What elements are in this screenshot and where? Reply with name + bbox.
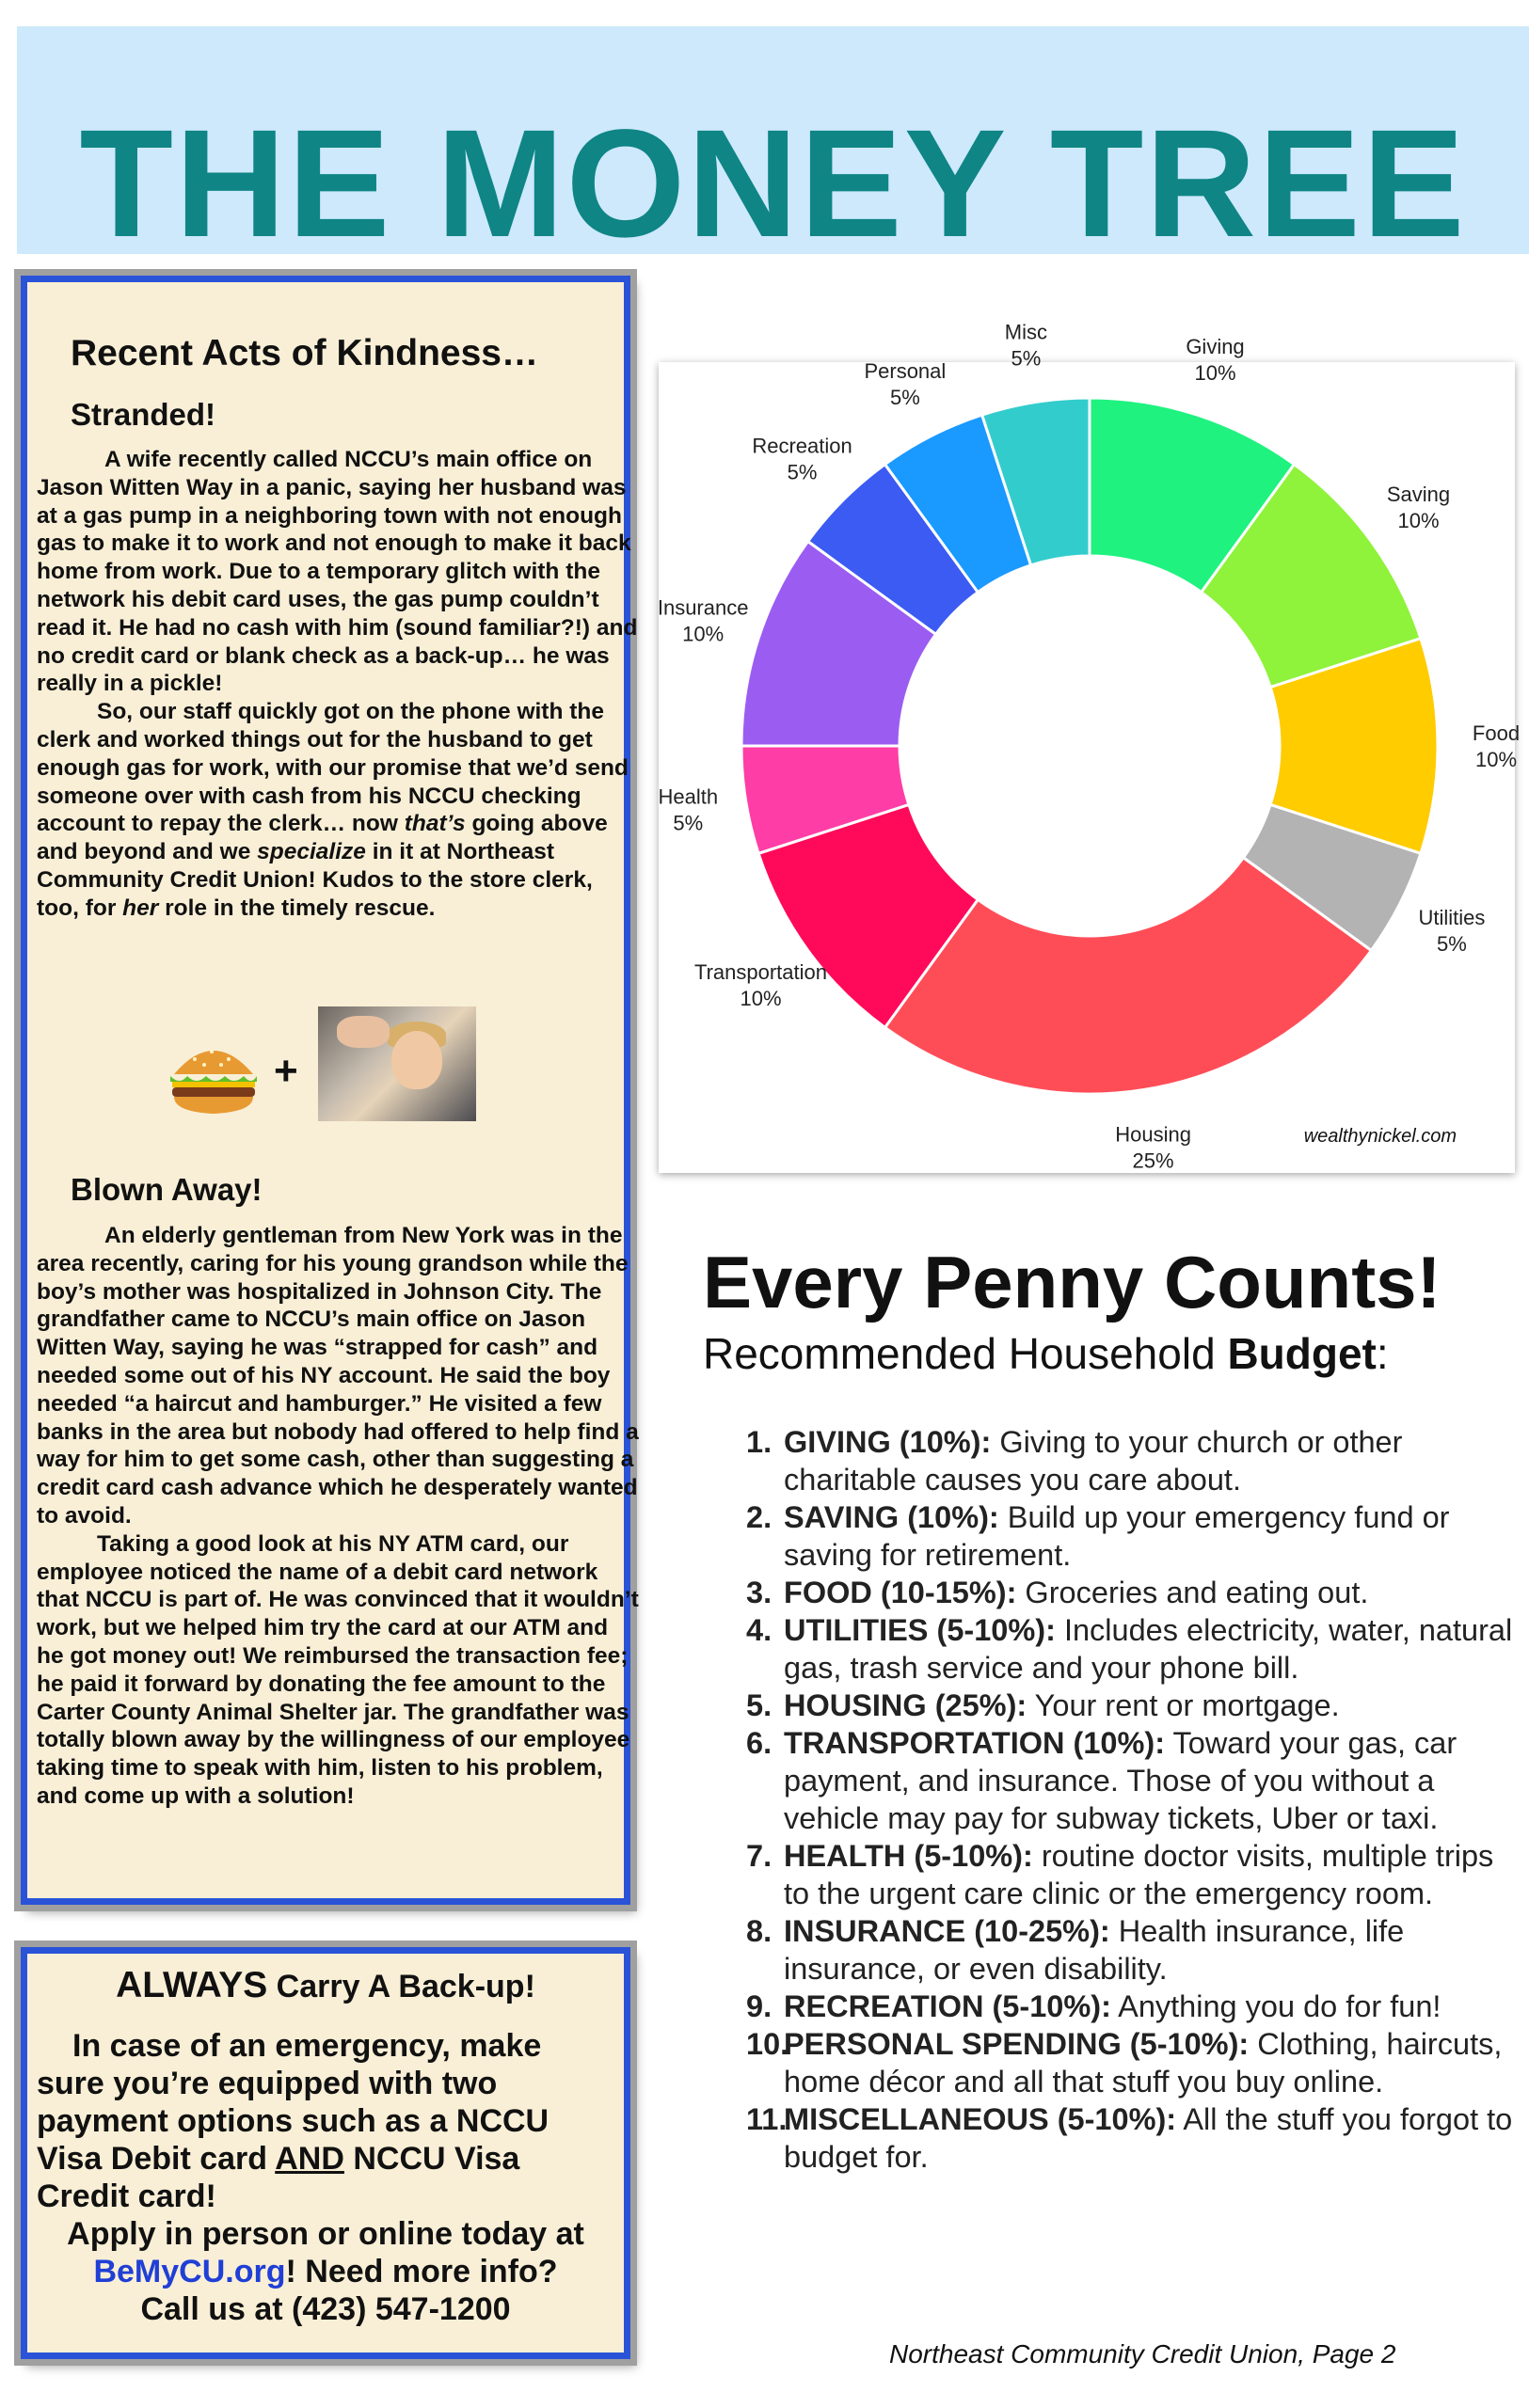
backup-text-b: NCCU Visa Credit card! bbox=[37, 2141, 520, 2214]
title-banner bbox=[17, 26, 1529, 269]
slice-pct-food: 10% bbox=[1474, 748, 1518, 771]
budget-item-number: 11. bbox=[746, 2102, 788, 2136]
slice-pct-housing: 25% bbox=[1132, 1149, 1174, 1173]
apply-text-a: Apply in person or online today at bbox=[67, 2216, 584, 2252]
budget-item bbox=[746, 1837, 1518, 1912]
bemycu-link[interactable]: BeMyCU.org bbox=[93, 2254, 286, 2289]
every-penny-title: Every Penny Counts! bbox=[703, 1241, 1441, 1323]
budget-item-label: UTILITIES (5-10%): bbox=[784, 1613, 1056, 1647]
story1-p2-part-b: going above and beyond and we bbox=[37, 811, 608, 865]
call-us-phone: Call us at (423) 547-1200 bbox=[140, 2291, 511, 2327]
slice-pct-saving: 10% bbox=[1397, 509, 1440, 533]
backup-text-a: In case of an emergency, make sure you’re equipped with two payment options such as a NCCU Visa Debit card bbox=[37, 2028, 549, 2177]
budget-item bbox=[746, 2025, 1518, 2100]
budget-item-description: Health insurance, life insurance, or even disability. bbox=[784, 1914, 1405, 1986]
budget-item-description: Includes electricity, water, natural gas, trash service and your phone bill. bbox=[784, 1613, 1513, 1685]
story1-p2-emphasis-3: her bbox=[122, 895, 159, 921]
subtitle-b: Budget bbox=[1227, 1329, 1377, 1378]
story1-paragraph-1: A wife recently called NCCU’s main office on Jason Witten Way in a panic, saying her husband was at a gas pump in a neighboring town with not enough gas to make it to work and not enough to make it back home from work. Due to a temporary glitch with the network his debit card uses, the gas pump couldn’t read it. He had no cash with him (sound familiar?!) and no credit card or blank check as a back-up… he was really in a pickle! bbox=[37, 447, 638, 697]
budget-item bbox=[746, 1724, 1518, 1837]
budget-item bbox=[746, 1611, 1518, 1687]
budget-item-label: MISCELLANEOUS (5-10%): bbox=[784, 2102, 1177, 2136]
budget-item-description: Build up your emergency fund or saving for retirement. bbox=[784, 1500, 1450, 1572]
backup-apply bbox=[27, 2215, 624, 2328]
story1-p2-emphasis-2: specialize bbox=[257, 839, 366, 865]
boy-haircut-photo bbox=[318, 1006, 476, 1121]
slice-pct-misc: 5% bbox=[1011, 346, 1042, 371]
budget-item-label: GIVING (10%): bbox=[784, 1425, 992, 1459]
plus-sign: + bbox=[274, 1048, 298, 1094]
slice-label-misc: Misc bbox=[1004, 320, 1048, 344]
budget-item-description: Groceries and eating out. bbox=[1016, 1576, 1369, 1609]
backup-text-and: AND bbox=[275, 2141, 344, 2177]
budget-item-label: INSURANCE (10-25%): bbox=[784, 1914, 1110, 1948]
budget-item bbox=[746, 2100, 1518, 2176]
story2-paragraph-1: An elderly gentleman from New York was in the area recently, caring for his young grandson while the boy’s mother was hospitalized in Johnson City. The grandfather came to NCCU’s main office on Jason Witten Way, saying he was “strapped for cash” and needed some out of his NY account. He said the boy needed “a haircut and hamburger.” He visited a few banks in the area but nobody had offered to help find a way for him to get some cash, other than suggesting a credit card cash advance which he desperately wanted to avoid. bbox=[37, 1223, 639, 1529]
budget-item-label: PERSONAL SPENDING (5-10%): bbox=[784, 2027, 1250, 2061]
subtitle-a: Recommended Household bbox=[703, 1329, 1228, 1378]
budget-item-number: 8. bbox=[746, 1914, 772, 1948]
budget-item-label: TRANSPORTATION (10%): bbox=[784, 1726, 1166, 1760]
slice-pct-insurance: 10% bbox=[682, 622, 725, 646]
slice-pct-recreation: 5% bbox=[787, 460, 818, 484]
apply-text-b: ! Need more info? bbox=[285, 2254, 558, 2289]
budget-item-description: Clothing, haircuts, home décor and all that stuff you buy online. bbox=[784, 2027, 1503, 2099]
budget-item bbox=[746, 1498, 1518, 1574]
story2-text bbox=[27, 1222, 646, 1811]
story1-p2-part-a: So, our staff quickly got on the phone with the clerk and worked things out for the husband to get enough gas for work, with our promise that we’d send someone over with cash from his NCCU checking account to repay the clerk… now bbox=[37, 699, 629, 837]
slice-label-utilities: Utilities bbox=[1418, 906, 1486, 930]
story1-paragraph-2 bbox=[37, 698, 639, 922]
budget-item-description: Your rent or mortgage. bbox=[1027, 1688, 1340, 1722]
slice-label-insurance: Insurance bbox=[657, 595, 749, 620]
budget-item-number: 2. bbox=[746, 1500, 772, 1534]
backup-heading-strong: ALWAYS bbox=[116, 1965, 268, 2005]
budget-item-label: HOUSING (25%): bbox=[784, 1688, 1027, 1722]
slice-pct-health: 5% bbox=[673, 811, 704, 835]
budget-donut-chart bbox=[657, 320, 1521, 1173]
budget-item-label: HEALTH (5-10%): bbox=[784, 1839, 1033, 1873]
backup-text bbox=[27, 2027, 620, 2215]
kindness-panel bbox=[21, 276, 639, 1905]
budget-list bbox=[746, 1423, 1518, 2176]
slice-pct-personal: 5% bbox=[889, 386, 920, 410]
budget-item-number: 9. bbox=[746, 1989, 772, 2023]
backup-panel bbox=[21, 1947, 630, 2359]
story2-paragraph-2: Taking a good look at his NY ATM card, our employee noticed the name of a debit card network that NCCU is part of. He was convinced that it wouldn’t work, but we helped him try the card at our ATM and he got money out! We reimbursed the transaction fee; he paid it forward by donating the fee amount to the Carter County Animal Shelter jar. The grandfather was totally blown away by the willingness of our employee taking time to speak with him, listen to his problem, and come up with a solution! bbox=[37, 1530, 639, 1809]
story2-title: Blown Away! bbox=[71, 1172, 263, 1207]
budget-item-description: Toward your gas, car payment, and insurance. Those of you without a vehicle may pay for subway tickets, Uber or taxi. bbox=[784, 1726, 1457, 1835]
kindness-heading: Recent Acts of Kindness… bbox=[71, 333, 538, 373]
budget-item-description: Giving to your church or other charitable causes you care about. bbox=[784, 1425, 1403, 1497]
budget-item-number: 7. bbox=[746, 1839, 772, 1873]
story1-p2-part-d: role in the timely rescue. bbox=[158, 895, 436, 921]
budget-item-label: RECREATION (5-10%): bbox=[784, 1989, 1111, 2023]
story1-title: Stranded! bbox=[71, 397, 216, 432]
budget-item-number: 10. bbox=[746, 2027, 789, 2061]
slice-pct-giving: 10% bbox=[1194, 361, 1236, 386]
hamburger-icon bbox=[167, 1035, 261, 1119]
page-footer: Northeast Community Credit Union, Page 2 bbox=[889, 2339, 1396, 2368]
budget-subtitle bbox=[703, 1328, 1389, 1379]
slice-label-transportation: Transportation bbox=[693, 959, 828, 984]
slice-label-personal: Personal bbox=[864, 359, 947, 384]
budget-item bbox=[746, 1687, 1518, 1724]
budget-item-description: routine doctor visits, multiple trips to the urgent care clinic or the emergency room. bbox=[784, 1839, 1494, 1910]
budget-item-label: SAVING (10%): bbox=[784, 1500, 999, 1534]
backup-heading-rest: Carry A Back-up! bbox=[267, 1969, 535, 2004]
budget-item bbox=[746, 1988, 1518, 2025]
slice-label-saving: Saving bbox=[1386, 483, 1451, 507]
budget-item-number: 4. bbox=[746, 1613, 772, 1647]
story1-text bbox=[27, 446, 646, 923]
backup-heading bbox=[27, 1965, 624, 2006]
donut-svg bbox=[657, 320, 1521, 1173]
budget-item-label: FOOD (10-15%): bbox=[784, 1576, 1017, 1609]
slice-pct-transportation: 10% bbox=[740, 986, 782, 1010]
chart-source: wealthynickel.com bbox=[1303, 1126, 1457, 1147]
page-title: THE MONEY TREE bbox=[79, 97, 1467, 269]
subtitle-c: : bbox=[1376, 1329, 1389, 1378]
slice-label-housing: Housing bbox=[1115, 1122, 1191, 1147]
slice-label-recreation: Recreation bbox=[752, 434, 852, 458]
slice-label-food: Food bbox=[1472, 721, 1521, 745]
budget-item-number: 5. bbox=[746, 1688, 772, 1722]
budget-item-number: 6. bbox=[746, 1726, 772, 1760]
budget-item-number: 1. bbox=[746, 1425, 772, 1459]
slice-pct-utilities: 5% bbox=[1437, 932, 1467, 957]
story1-p2-emphasis-1: that’s bbox=[404, 811, 466, 837]
burger-plus-photo bbox=[167, 1006, 524, 1129]
story1-p2-part-c: in it at Northeast Community Credit Union! Kudos to the store clerk, too, for bbox=[37, 839, 593, 921]
budget-item bbox=[746, 1423, 1518, 1498]
budget-item bbox=[746, 1574, 1518, 1611]
budget-item-description: All the stuff you forgot to budget for. bbox=[784, 2102, 1513, 2174]
budget-item bbox=[746, 1912, 1518, 1988]
budget-item-description: Anything you do for fun! bbox=[1110, 1989, 1441, 2023]
slice-label-giving: Giving bbox=[1186, 335, 1245, 359]
slice-label-health: Health bbox=[658, 784, 719, 809]
budget-item-number: 3. bbox=[746, 1576, 772, 1609]
